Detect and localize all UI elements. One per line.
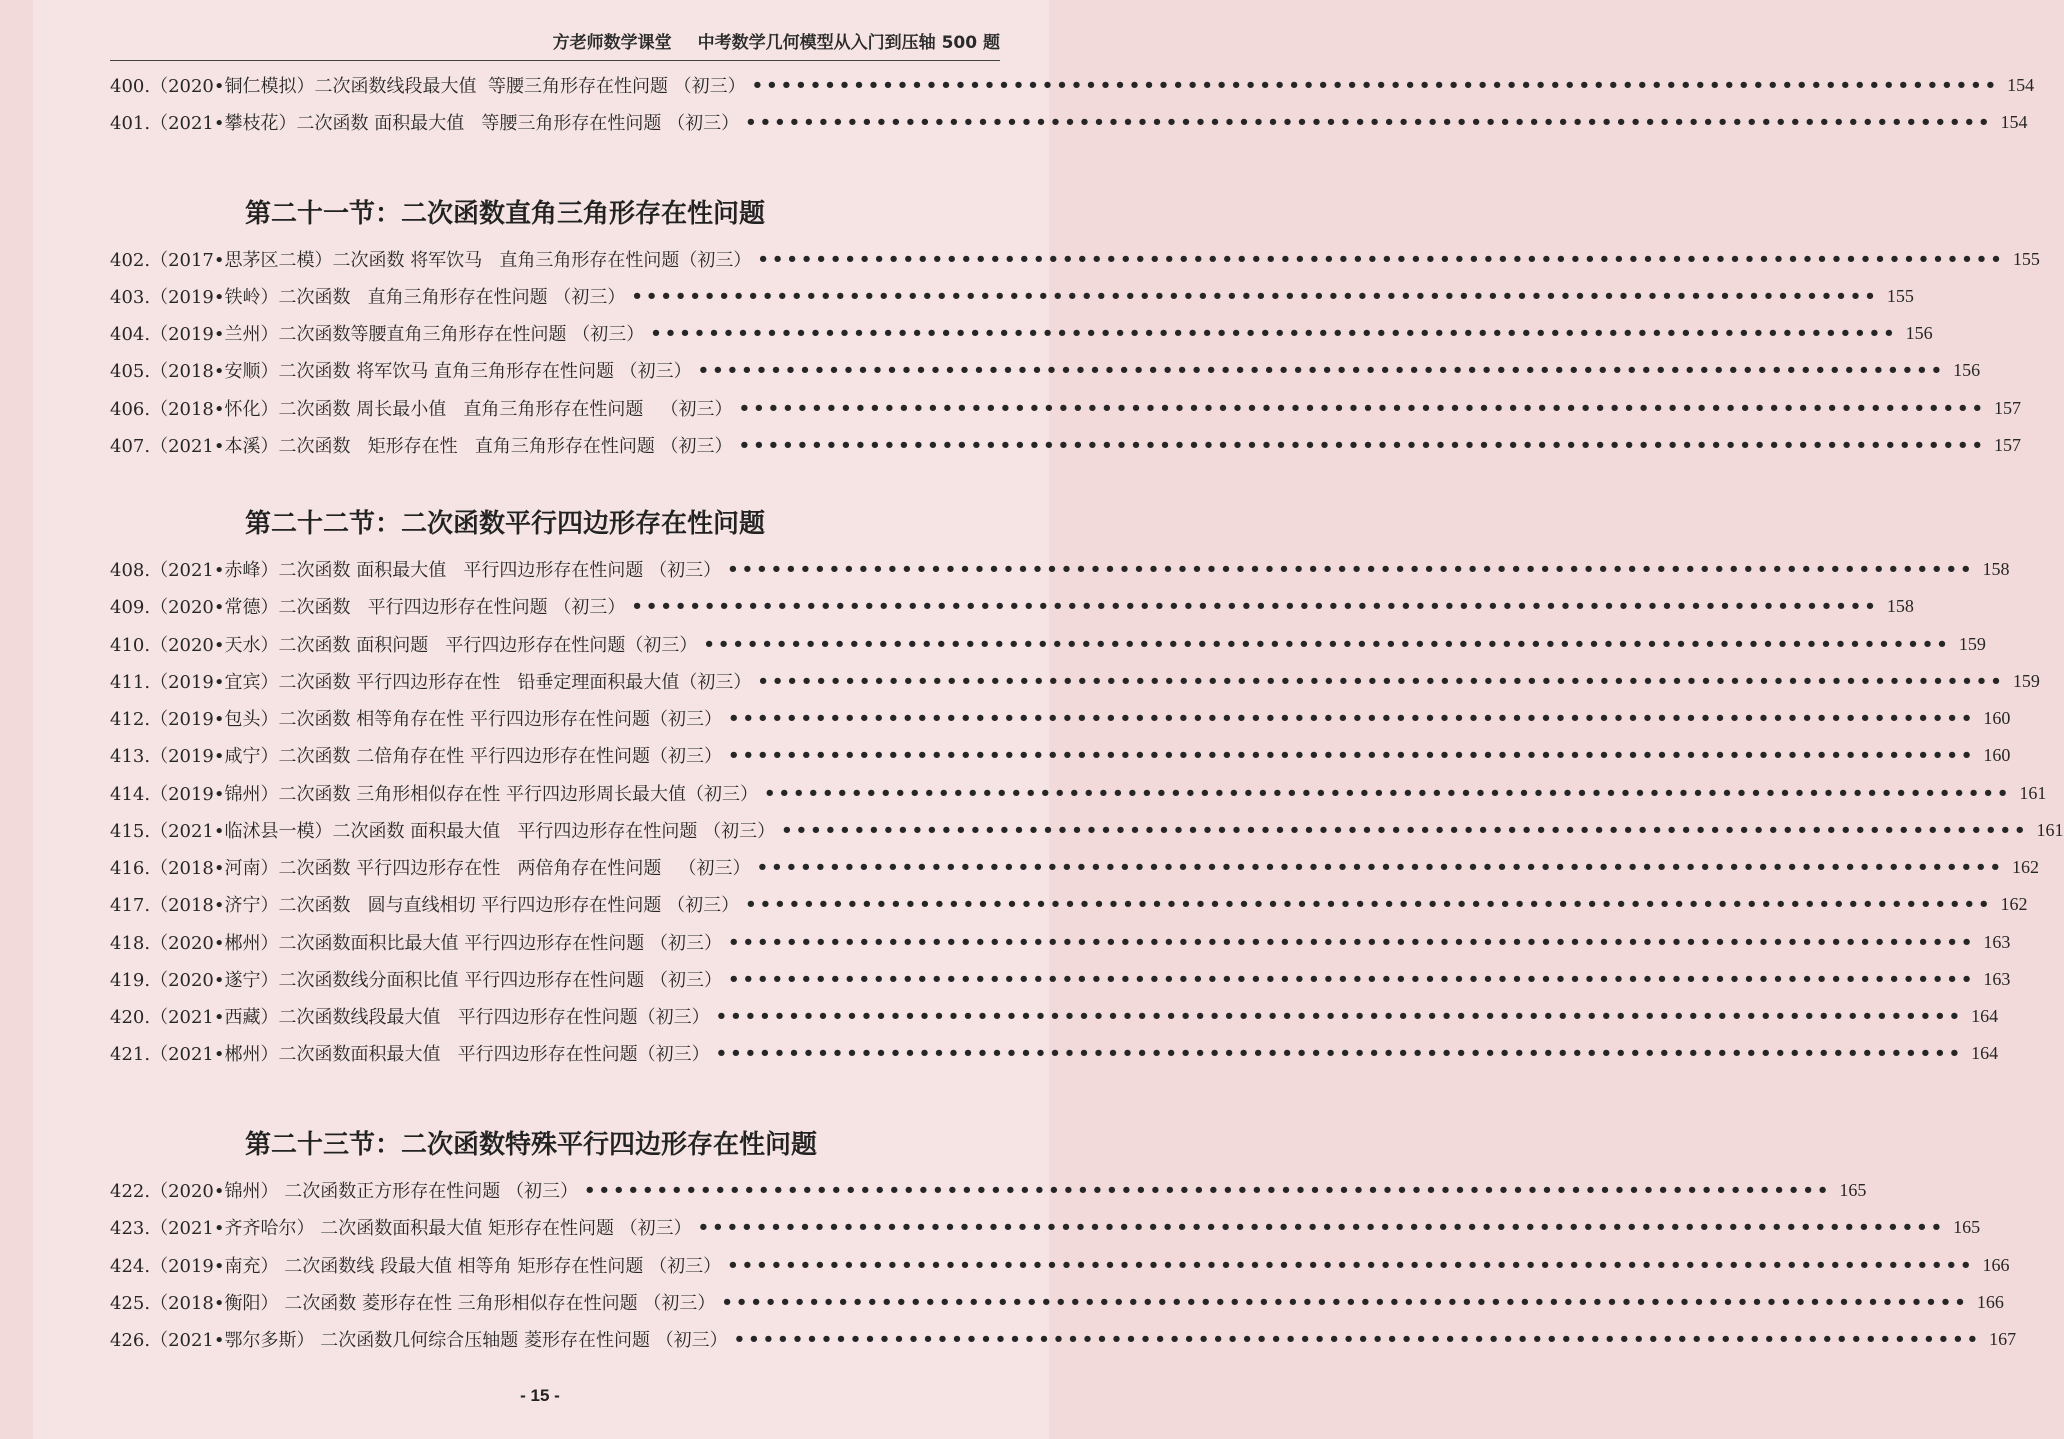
- toc-entry-page: 155: [2012, 248, 2040, 269]
- toc-entry-title: 402.（2017•思茅区二模）二次函数 将军饮马 直角三角形存在性问题（初三）: [110, 250, 752, 271]
- toc-leader-dots: ••••••••••••••••••••••••••••••••••••••••••••••••••••••••••••••••••••••••••••••••••••••: [583, 1179, 1832, 1201]
- header-author: 方老师数学课堂: [552, 33, 672, 53]
- toc-entry[interactable]: [110, 1325, 2017, 1353]
- toc-leader-dots: ••••••••••••••••••••••••••••••••••••••••••••••••••••••••••••••••••••••••••••••••••••••: [757, 670, 2005, 692]
- toc-entry[interactable]: [110, 853, 2039, 881]
- toc-entry[interactable]: [110, 779, 2047, 807]
- toc-leader-dots: ••••••••••••••••••••••••••••••••••••••••••••••••••••••••••••••••••••••••••••••••••••••: [763, 782, 2012, 804]
- toc-entry-page: 165: [1839, 1179, 1867, 1200]
- toc-entry-page: 157: [1993, 434, 2021, 455]
- toc-leader-dots: ••••••••••••••••••••••••••••••••••••••••••••••••••••••••••••••••••••••••••••••••••••••: [756, 856, 2004, 878]
- toc-entry[interactable]: [110, 928, 2011, 956]
- toc-entry[interactable]: [110, 71, 2035, 99]
- section-heading: 第二十三节：二次函数特殊平行四边形存在性问题: [245, 1130, 818, 1160]
- toc-entry-page: 163: [1983, 931, 2011, 952]
- toc-entry-page: 159: [2012, 670, 2040, 691]
- toc-entry-title: 425.（2018•衡阳） 二次函数 菱形存在性 三角形相似存在性问题 （初三）: [110, 1293, 716, 1314]
- toc-entry[interactable]: [110, 890, 2028, 918]
- toc-entry[interactable]: [110, 1288, 2004, 1316]
- toc-entry-page: 156: [1953, 359, 1981, 380]
- toc-leader-dots: ••••••••••••••••••••••••••••••••••••••••••••••••••••••••••••••••••••••••••••••••••••••: [727, 1254, 1975, 1276]
- toc-entry[interactable]: [110, 704, 2011, 732]
- toc-entry-page: 154: [2000, 111, 2028, 132]
- toc-entry[interactable]: [110, 1213, 1981, 1241]
- toc-entry-page: 166: [1982, 1254, 2010, 1275]
- toc-entry-page: 160: [1983, 707, 2011, 728]
- page-number: - 15 -: [520, 1386, 560, 1405]
- toc-entry-title: 403.（2019•铁岭）二次函数 直角三角形存在性问题 （初三）: [110, 287, 626, 308]
- toc-entry[interactable]: [110, 282, 1914, 310]
- toc-entry-page: 166: [1976, 1291, 2004, 1312]
- toc-leader-dots: ••••••••••••••••••••••••••••••••••••••••••••••••••••••••••••••••••••••••••••••••••••••: [650, 322, 1898, 344]
- toc-leader-dots: ••••••••••••••••••••••••••••••••••••••••••••••••••••••••••••••••••••••••••••••••••••••: [757, 248, 2005, 270]
- toc-entry-title: 421.（2021•郴州）二次函数面积最大值 平行四边形存在性问题（初三）: [110, 1044, 710, 1065]
- section-heading: 第二十二节：二次函数平行四边形存在性问题: [245, 509, 766, 539]
- toc-entry-title: 404.（2019•兰州）二次函数等腰直角三角形存在性问题 （初三）: [110, 324, 645, 345]
- toc-entry-page: 158: [1982, 558, 2010, 579]
- toc-leader-dots: ••••••••••••••••••••••••••••••••••••••••••••••••••••••••••••••••••••••••••••••••••••••: [727, 968, 1976, 990]
- toc-leader-dots: ••••••••••••••••••••••••••••••••••••••••••••••••••••••••••••••••••••••••••••••••••••••: [631, 595, 1879, 617]
- toc-entry[interactable]: [110, 108, 2028, 136]
- toc-entry[interactable]: [110, 1002, 1999, 1030]
- toc-entry-page: 162: [2000, 893, 2028, 914]
- toc-leader-dots: ••••••••••••••••••••••••••••••••••••••••••••••••••••••••••••••••••••••••••••••••••••••: [697, 1216, 1946, 1238]
- toc-entry-title: 420.（2021•西藏）二次函数线段最大值 平行四边形存在性问题（初三）: [110, 1007, 710, 1028]
- toc-leader-dots: ••••••••••••••••••••••••••••••••••••••••••••••••••••••••••••••••••••••••••••••••••••••: [727, 744, 1976, 766]
- toc-entry-title: 415.（2021•临沭县一模）二次函数 面积最大值 平行四边形存在性问题 （初三）: [110, 821, 776, 842]
- toc-entry[interactable]: [110, 741, 2011, 769]
- toc-entry-title: 401.（2021•攀枝花）二次函数 面积最大值 等腰三角形存在性问题 （初三）: [110, 113, 740, 134]
- toc-entry-title: 408.（2021•赤峰）二次函数 面积最大值 平行四边形存在性问题 （初三）: [110, 560, 722, 581]
- toc-entry-page: 159: [1958, 633, 1986, 654]
- toc-entry-title: 407.（2021•本溪）二次函数 矩形存在性 直角三角形存在性问题 （初三）: [110, 436, 733, 457]
- toc-entry[interactable]: [110, 245, 2040, 273]
- toc-leader-dots: ••••••••••••••••••••••••••••••••••••••••••••••••••••••••••••••••••••••••••••••••••••••: [697, 359, 1946, 381]
- toc-leader-dots: ••••••••••••••••••••••••••••••••••••••••••••••••••••••••••••••••••••••••••••••••••••••: [751, 74, 2000, 96]
- page-header: [110, 30, 1000, 61]
- toc-entry-page: 164: [1971, 1042, 1999, 1063]
- toc-entry-page: 158: [1886, 595, 1914, 616]
- toc-entry-title: 413.（2019•咸宁）二次函数 二倍角存在性 平行四边形存在性问题（初三）: [110, 746, 722, 767]
- toc-entry-page: 160: [1983, 744, 2011, 765]
- toc-entry-title: 416.（2018•河南）二次函数 平行四边形存在性 两倍角存在性问题 （初三）: [110, 858, 751, 879]
- toc-entry-title: 410.（2020•天水）二次函数 面积问题 平行四边形存在性问题（初三）: [110, 635, 698, 656]
- toc-entry-page: 162: [2011, 856, 2039, 877]
- toc-leader-dots: ••••••••••••••••••••••••••••••••••••••••••••••••••••••••••••••••••••••••••••••••••••••: [745, 111, 1993, 133]
- toc-entry-title: 409.（2020•常德）二次函数 平行四边形存在性问题 （初三）: [110, 597, 626, 618]
- toc-entry-title: 417.（2018•济宁）二次函数 圆与直线相切 平行四边形存在性问题 （初三）: [110, 895, 740, 916]
- toc-entry-title: 426.（2021•鄂尔多斯） 二次函数几何综合压轴题 菱形存在性问题 （初三）: [110, 1330, 728, 1351]
- toc-entry-page: 165: [1953, 1216, 1981, 1237]
- toc-entry-title: 424.（2019•南充） 二次函数线 段最大值 相等角 矩形存在性问题 （初三）: [110, 1256, 722, 1277]
- toc-leader-dots: ••••••••••••••••••••••••••••••••••••••••••••••••••••••••••••••••••••••••••••••••••••••: [738, 434, 1986, 456]
- toc-entry-page: 163: [1983, 968, 2011, 989]
- toc-leader-dots: ••••••••••••••••••••••••••••••••••••••••••••••••••••••••••••••••••••••••••••••••••••••: [715, 1042, 1964, 1064]
- toc-leader-dots: ••••••••••••••••••••••••••••••••••••••••••••••••••••••••••••••••••••••••••••••••••••••: [715, 1005, 1964, 1027]
- toc-entry[interactable]: [110, 1176, 1867, 1204]
- toc-entry-page: 154: [2007, 74, 2035, 95]
- toc-leader-dots: ••••••••••••••••••••••••••••••••••••••••••••••••••••••••••••••••••••••••••••••••••••••: [727, 558, 1975, 580]
- toc-entry[interactable]: [110, 394, 2021, 422]
- toc-entry[interactable]: [110, 319, 1933, 347]
- toc-entry-page: 155: [1886, 285, 1914, 306]
- toc-entry[interactable]: [110, 356, 1981, 384]
- toc-entry-title: 405.（2018•安顺）二次函数 将军饮马 直角三角形存在性问题 （初三）: [110, 361, 692, 382]
- section-heading: 第二十一节：二次函数直角三角形存在性问题: [245, 199, 766, 229]
- toc-leader-dots: ••••••••••••••••••••••••••••••••••••••••••••••••••••••••••••••••••••••••••••••••••••••: [727, 707, 1976, 729]
- toc-entry[interactable]: [110, 816, 2064, 844]
- toc-entry-page: 161: [2036, 819, 2064, 840]
- toc-leader-dots: ••••••••••••••••••••••••••••••••••••••••••••••••••••••••••••••••••••••••••••••••••••••: [721, 1291, 1969, 1313]
- toc-leader-dots: ••••••••••••••••••••••••••••••••••••••••••••••••••••••••••••••••••••••••••••••••••••••: [733, 1328, 1982, 1350]
- toc-entry-title: 418.（2020•郴州）二次函数面积比最大值 平行四边形存在性问题 （初三）: [110, 933, 722, 954]
- toc-leader-dots: ••••••••••••••••••••••••••••••••••••••••••••••••••••••••••••••••••••••••••••••••••••••: [781, 819, 2029, 841]
- toc-entry-title: 411.（2019•宜宾）二次函数 平行四边形存在性 铅垂定理面积最大值（初三）: [110, 672, 752, 693]
- toc-leader-dots: ••••••••••••••••••••••••••••••••••••••••••••••••••••••••••••••••••••••••••••••••••••••: [745, 893, 1993, 915]
- toc-leader-dots: ••••••••••••••••••••••••••••••••••••••••••••••••••••••••••••••••••••••••••••••••••••••: [631, 285, 1879, 307]
- toc-entry[interactable]: [110, 431, 2021, 459]
- toc-entry-title: 423.（2021•齐齐哈尔） 二次函数面积最大值 矩形存在性问题 （初三）: [110, 1218, 692, 1239]
- toc-entry[interactable]: [110, 667, 2040, 695]
- toc-entry-title: 419.（2020•遂宁）二次函数线分面积比值 平行四边形存在性问题 （初三）: [110, 970, 722, 991]
- toc-leader-dots: ••••••••••••••••••••••••••••••••••••••••••••••••••••••••••••••••••••••••••••••••••••••: [703, 633, 1951, 655]
- toc-entry[interactable]: [110, 1039, 1999, 1067]
- toc-entry-title: 400.（2020•铜仁模拟）二次函数线段最大值 等腰三角形存在性问题 （初三）: [110, 76, 746, 97]
- toc-entry-title: 422.（2020•锦州） 二次函数正方形存在性问题 （初三）: [110, 1181, 578, 1202]
- toc-entry[interactable]: [110, 555, 2010, 583]
- toc-entry[interactable]: [110, 592, 1914, 620]
- toc-entry[interactable]: [110, 965, 2011, 993]
- toc-entry-title: 406.（2018•怀化）二次函数 周长最小值 直角三角形存在性问题 （初三）: [110, 399, 733, 420]
- toc-entry[interactable]: [110, 1251, 2010, 1279]
- toc-entry-title: 412.（2019•包头）二次函数 相等角存在性 平行四边形存在性问题（初三）: [110, 709, 722, 730]
- toc-entry-page: 156: [1905, 322, 1933, 343]
- toc-leader-dots: ••••••••••••••••••••••••••••••••••••••••••••••••••••••••••••••••••••••••••••••••••••••: [727, 931, 1976, 953]
- toc-entry-page: 164: [1971, 1005, 1999, 1026]
- toc-leader-dots: ••••••••••••••••••••••••••••••••••••••••••••••••••••••••••••••••••••••••••••••••••••••: [738, 397, 1986, 419]
- header-book-title: 中考数学几何模型从入门到压轴 500 题: [697, 33, 1000, 53]
- toc-entry-page: 161: [2019, 782, 2047, 803]
- toc-entry-page: 167: [1989, 1328, 2017, 1349]
- toc-entry-page: 157: [1993, 397, 2021, 418]
- toc-entry-title: 414.（2019•锦州）二次函数 三角形相似存在性 平行四边形周长最大值（初三）: [110, 784, 758, 805]
- toc-entry[interactable]: [110, 630, 1986, 658]
